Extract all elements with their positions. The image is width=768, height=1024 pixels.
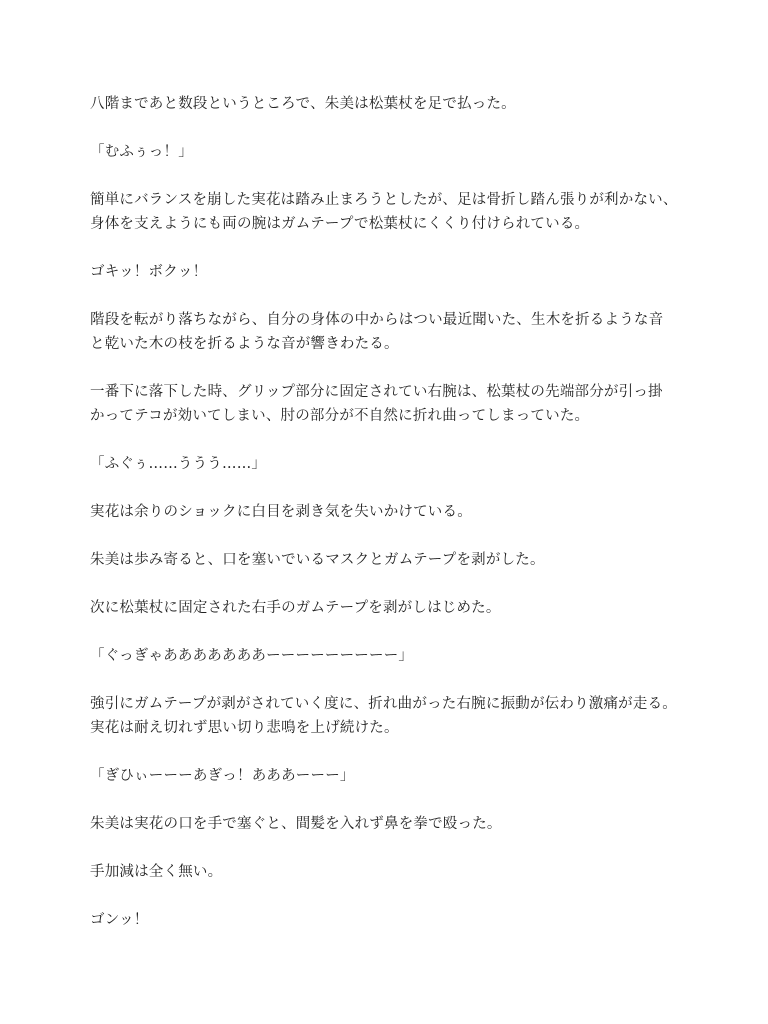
text-line: と乾いた木の枝を折るような音が響きわたる。 (90, 336, 399, 352)
paragraph (90, 812, 690, 836)
paragraph (90, 452, 690, 476)
paragraph (90, 692, 690, 740)
text-line: 次に松葉杖に固定された右手のガムテープを剥がしはじめた。 (90, 600, 501, 616)
paragraph (90, 188, 690, 236)
document-body (90, 92, 690, 956)
text-line: 八階まであと数段というところで、朱美は松葉杖を足で払った。 (90, 96, 516, 112)
text-line: 簡単にバランスを崩した実花は踏み止まろうとしたが、足は骨折し踏ん張りが利かない、 (90, 192, 678, 208)
paragraph (90, 548, 690, 572)
text-line: 実花は耐え切れず思い切り悲鳴を上げ続けた。 (90, 720, 399, 736)
paragraph (90, 308, 690, 356)
paragraph (90, 140, 690, 164)
text-line: 「むふぅっ！」 (90, 144, 193, 160)
text-line: かってテコが効いてしまい、肘の部分が不自然に折れ曲ってしまっていた。 (90, 408, 590, 424)
paragraph (90, 860, 690, 884)
text-line: 「ぐっぎゃあああああああーーーーーーーーー」 (90, 648, 414, 664)
paragraph (90, 380, 690, 428)
text-line: 手加減は全く無い。 (90, 864, 223, 880)
text-line: ゴキッ！ボクッ！ (90, 264, 208, 280)
text-line: 階段を転がり落ちながら、自分の身体の中からはつい最近聞いた、生木を折るような音 (90, 312, 664, 328)
paragraph (90, 596, 690, 620)
text-line: 実花は余りのショックに白目を剥き気を失いかけている。 (90, 504, 472, 520)
text-line: 身体を支えようにも両の腕はガムテープで松葉杖にくくり付けられている。 (90, 216, 590, 232)
paragraph (90, 764, 690, 788)
text-line: 強引にガムテープが剥がされていく度に、折れ曲がった右腕に振動が伝わり激痛が走る。 (90, 696, 677, 712)
paragraph (90, 260, 690, 284)
paragraph (90, 644, 690, 668)
paragraph (90, 908, 690, 932)
text-line: 「ふぐぅ……ううう……」 (90, 456, 267, 472)
paragraph (90, 92, 690, 116)
text-line: 朱美は歩み寄ると、口を塞いでいるマスクとガムテープを剥がした。 (90, 552, 545, 568)
text-line: 一番下に落下した時、グリップ部分に固定されてい右腕は、松葉杖の先端部分が引っ掛 (90, 384, 663, 400)
text-line: 「ぎひぃーーーあぎっ！あああーーー」 (90, 768, 355, 784)
paragraph (90, 500, 690, 524)
text-line: ゴンッ！ (90, 912, 149, 928)
text-line: 朱美は実花の口を手で塞ぐと、間髪を入れず鼻を拳で殴った。 (90, 816, 502, 832)
